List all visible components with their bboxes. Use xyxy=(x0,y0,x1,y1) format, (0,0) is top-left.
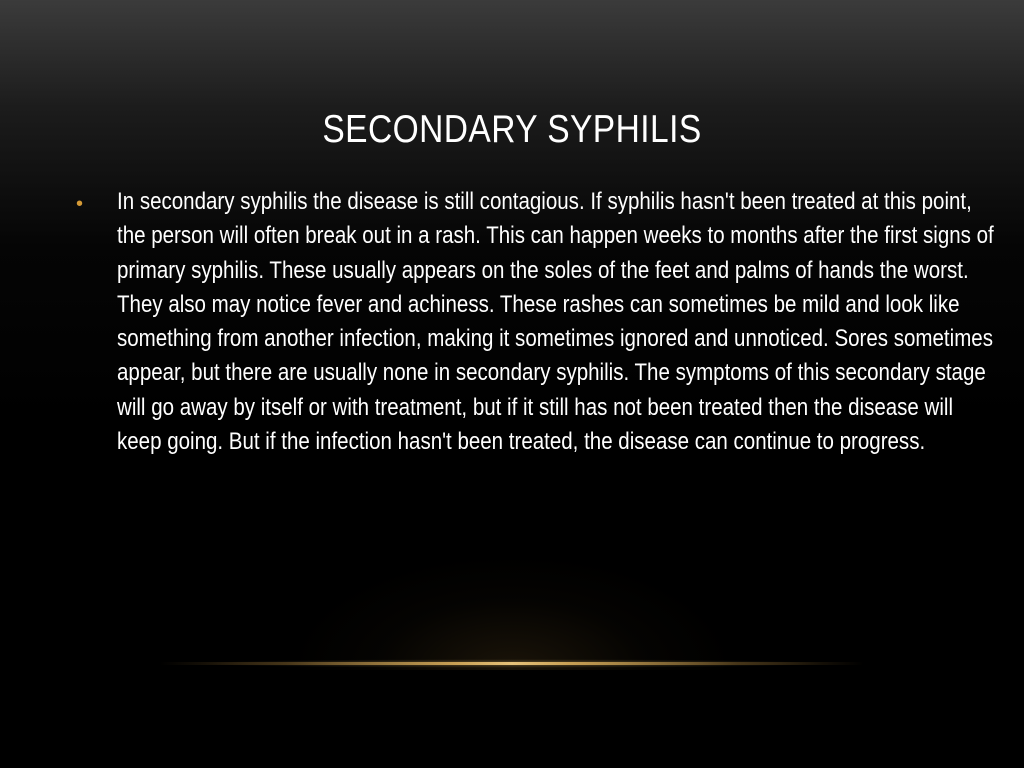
bullet-marker: • xyxy=(76,193,84,215)
slide-title: SECONDARY SYPHILIS xyxy=(322,108,702,151)
bullet-list xyxy=(117,185,995,459)
decorative-glow xyxy=(300,560,724,670)
bullet-item-text: In secondary syphilis the disease is still contagious. If syphilis hasn't been treated at this point, the person will often break out in a rash. This can happen weeks to months after the first signs of primary syphilis. These usually appears on the soles of the feet and palms of hands the worst. They also may notice fever and achiness. These rashes can sometimes be mild and look like something from another infection, making it sometimes ignored and unnoticed. Sores sometimes appear, but there are usually none in secondary syphilis. The symptoms of this secondary stage will go away by itself or with treatment, but if it still has not been treated then the disease will keep going. But if the infection hasn't been treated, the disease can continue to progress. xyxy=(117,188,994,456)
accent-line xyxy=(160,662,864,665)
